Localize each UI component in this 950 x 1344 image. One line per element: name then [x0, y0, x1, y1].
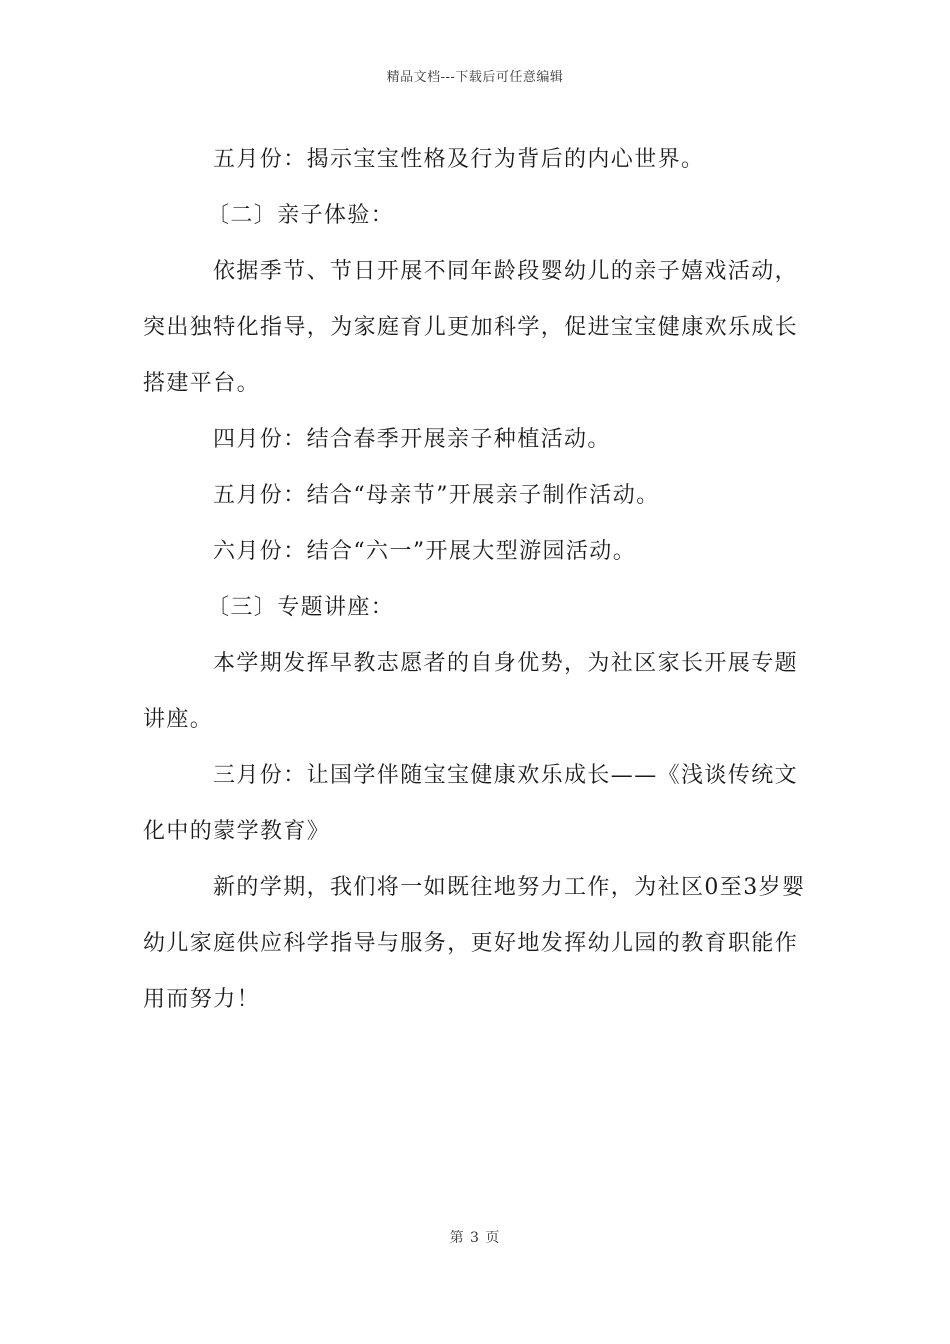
paragraph-may-activity: 五月份：结合“母亲节”开展亲子制作活动。	[213, 483, 660, 508]
paragraph-parent-child-intro: 依据季节、节日开展不同年龄段婴幼儿的亲子嬉戏活动，突出独特化指导，为家庭育儿更加科学，促进宝宝健康欢乐成长搭建平台。	[143, 259, 799, 396]
paragraph-may-lecture: 五月份：揭示宝宝性格及行为背后的内心世界。	[213, 147, 705, 172]
paragraph-lectures-intro: 本学期发挥早教志愿者的自身优势，为社区家长开展专题讲座。	[143, 651, 799, 732]
paragraph-closing: 新的学期，我们将一如既往地努力工作，为社区0至3岁婴幼儿家庭供应科学指导与服务，更好地发挥幼儿园的教育职能作用而努力！	[143, 875, 806, 1012]
document-body	[143, 132, 807, 1028]
paragraph-april-activity: 四月份：结合春季开展亲子种植活动。	[213, 427, 611, 452]
section-heading-lectures: 〔三〕专题讲座：	[207, 595, 395, 620]
section-heading-parent-child: 〔二〕亲子体验：	[207, 203, 395, 228]
page-header: 精品文档---下载后可任意编辑	[386, 70, 564, 85]
page-number: 第 3 页	[449, 1230, 501, 1246]
paragraph-march-lecture: 三月份：让国学伴随宝宝健康欢乐成长——《浅谈传统文化中的蒙学教育》	[143, 763, 799, 844]
paragraph-june-activity: 六月份：结合“六一”开展大型游园活动。	[213, 539, 637, 564]
